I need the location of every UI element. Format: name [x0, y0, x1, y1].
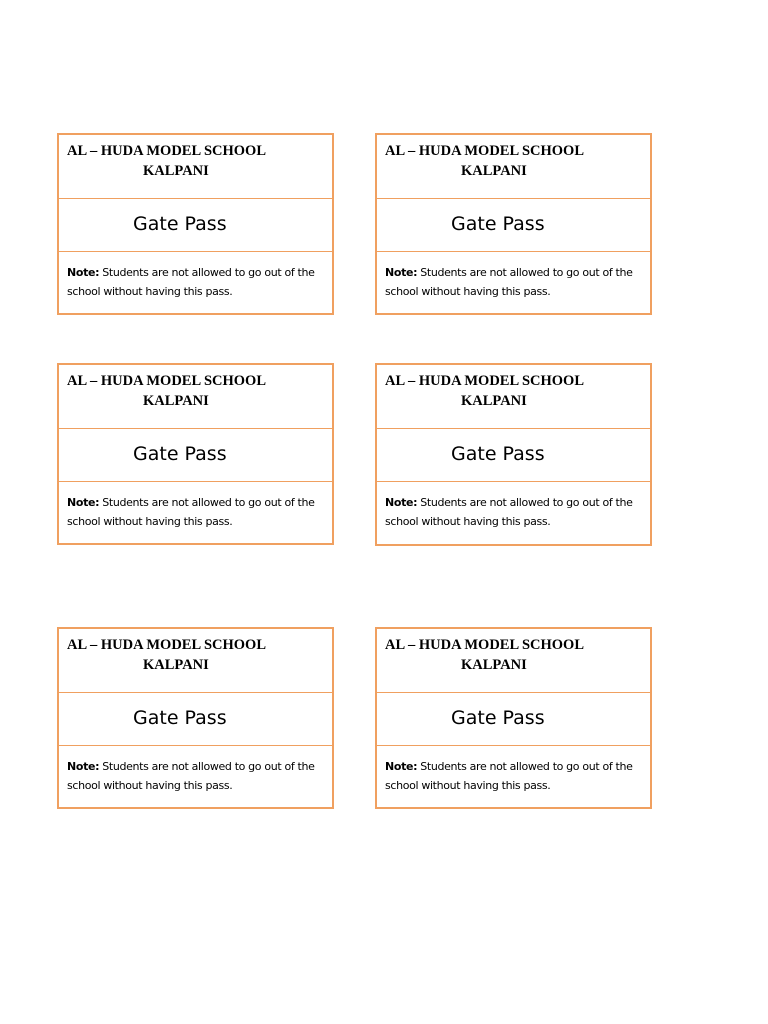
- pass-title: Gate Pass: [59, 199, 332, 252]
- gate-pass-card: [57, 133, 334, 315]
- gate-pass-card: [57, 363, 334, 545]
- school-name: AL – HUDA MODEL SCHOOL: [385, 143, 585, 159]
- pass-note: [59, 746, 332, 795]
- gate-pass-card: [57, 627, 334, 809]
- school-header: [377, 365, 650, 429]
- note-text: Students are not allowed to go out of the school without having this pass.: [67, 266, 315, 298]
- pass-note: [59, 482, 332, 531]
- school-location: KALPANI: [461, 393, 527, 409]
- gate-pass-card: [375, 133, 652, 315]
- note-text: Students are not allowed to go out of the school without having this pass.: [67, 760, 315, 792]
- note-text: Students are not allowed to go out of the school without having this pass.: [67, 496, 315, 528]
- pass-title: Gate Pass: [59, 429, 332, 482]
- school-header: [377, 629, 650, 693]
- school-location: KALPANI: [143, 163, 209, 179]
- pass-title: Gate Pass: [377, 199, 650, 252]
- school-location: KALPANI: [143, 657, 209, 673]
- pass-note: [377, 482, 650, 531]
- pass-title: Gate Pass: [377, 693, 650, 746]
- note-label: Note:: [385, 496, 418, 509]
- note-text: Students are not allowed to go out of the school without having this pass.: [385, 266, 633, 298]
- school-name: AL – HUDA MODEL SCHOOL: [67, 373, 267, 389]
- school-header: [59, 135, 332, 199]
- note-text: Students are not allowed to go out of the school without having this pass.: [385, 760, 633, 792]
- school-header: [377, 135, 650, 199]
- note-text: Students are not allowed to go out of the school without having this pass.: [385, 496, 633, 528]
- school-location: KALPANI: [461, 163, 527, 179]
- pass-title: Gate Pass: [377, 429, 650, 482]
- note-label: Note:: [385, 760, 418, 773]
- pass-note: [377, 746, 650, 795]
- gate-pass-card: [375, 627, 652, 809]
- school-name: AL – HUDA MODEL SCHOOL: [67, 637, 267, 653]
- school-name: AL – HUDA MODEL SCHOOL: [385, 637, 585, 653]
- note-label: Note:: [67, 496, 100, 509]
- school-name: AL – HUDA MODEL SCHOOL: [67, 143, 267, 159]
- note-label: Note:: [67, 266, 100, 279]
- school-header: [59, 629, 332, 693]
- school-header: [59, 365, 332, 429]
- pass-note: [59, 252, 332, 301]
- pass-title: Gate Pass: [59, 693, 332, 746]
- pass-note: [377, 252, 650, 301]
- school-location: KALPANI: [143, 393, 209, 409]
- note-label: Note:: [67, 760, 100, 773]
- school-name: AL – HUDA MODEL SCHOOL: [385, 373, 585, 389]
- note-label: Note:: [385, 266, 418, 279]
- gate-pass-card: [375, 363, 652, 546]
- school-location: KALPANI: [461, 657, 527, 673]
